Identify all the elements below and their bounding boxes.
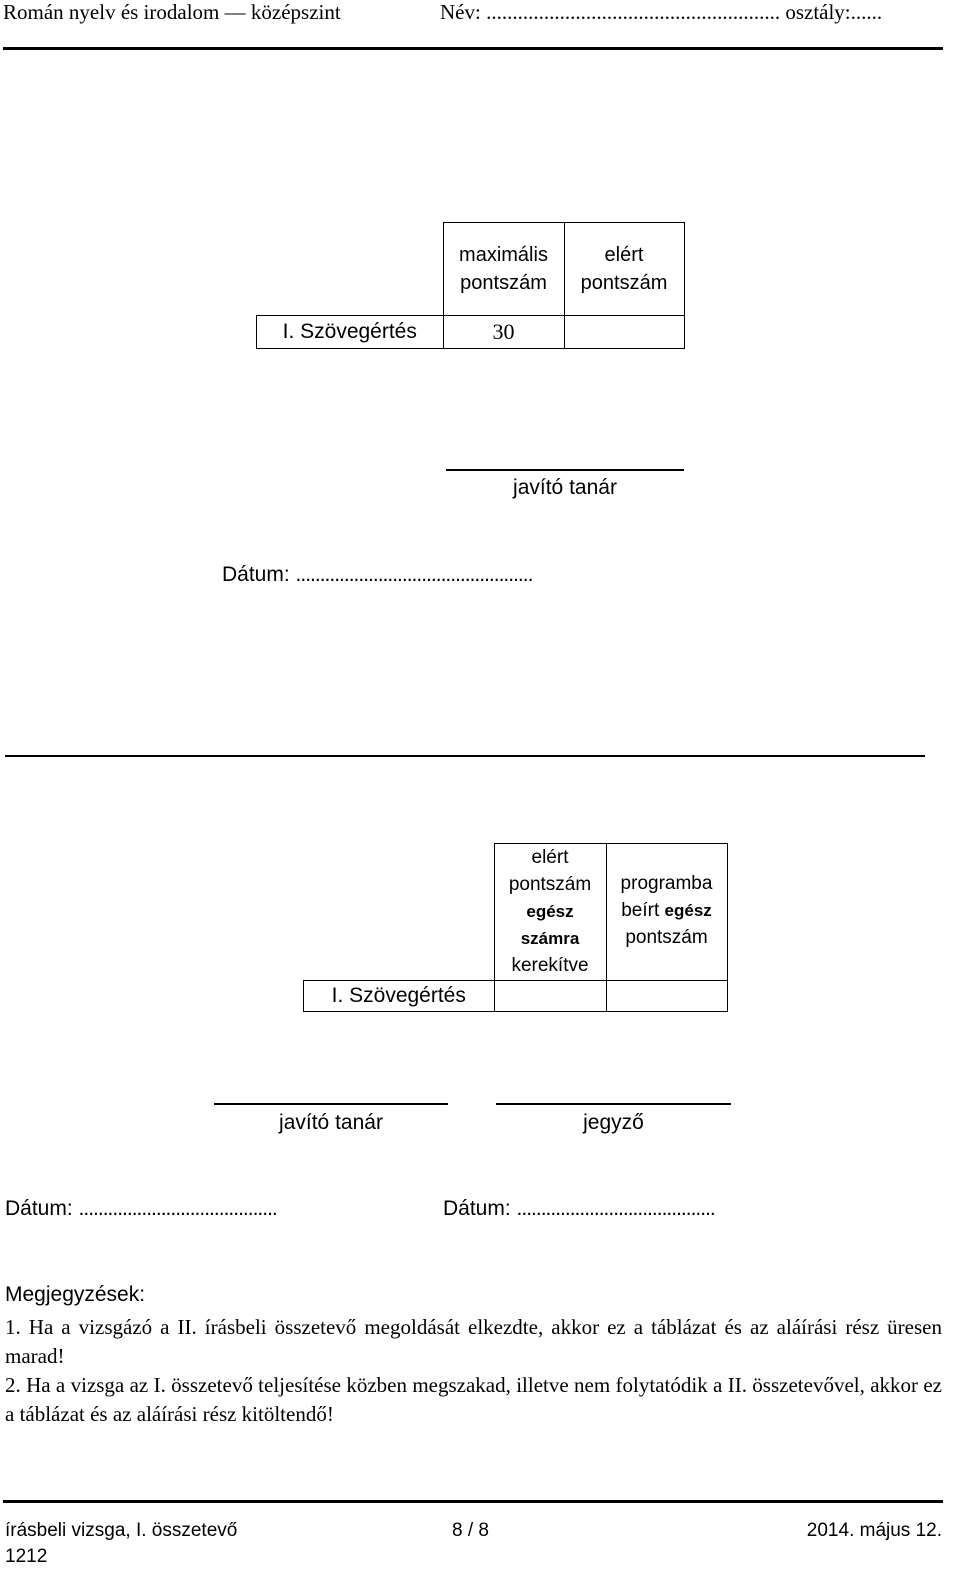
- header-subject: Román nyelv és irodalom — középszint: [3, 0, 341, 24]
- notes-title: Megjegyzések:: [5, 1283, 146, 1306]
- col-header-program: programba beírt egész pontszám: [606, 844, 727, 981]
- footer-page-number: 8 / 8: [452, 1520, 489, 1541]
- footer-rule: [3, 1500, 943, 1503]
- header-rule: [3, 47, 943, 50]
- program-score-cell[interactable]: [606, 980, 727, 1011]
- signature-line-teacher: [446, 469, 684, 471]
- note-item-2: 2. Ha a vizsga az I. összetevő teljesítése közben megszakad, illetve nem folytatódik a II. összetevővel, akkor ez a táblázat és az aláírási rész kitöltendő!: [5, 1373, 942, 1426]
- date-dots: .........................................: [78, 1197, 277, 1220]
- header-name-class: Név: ........................................................ osztály:......: [440, 0, 883, 24]
- notes-body: [5, 1313, 942, 1429]
- col-header-max: maximális pontszám: [443, 223, 564, 316]
- achieved-score-cell[interactable]: [564, 315, 684, 348]
- signature-line-teacher-2: [214, 1103, 448, 1105]
- footer-code: 1212: [5, 1546, 48, 1567]
- date-dots: .................................................: [295, 563, 533, 586]
- date-dots: .........................................: [516, 1197, 715, 1220]
- score-table-1: [256, 222, 685, 349]
- date-field-1[interactable]: [222, 563, 532, 587]
- footer-exam-part: írásbeli vizsga, I. összetevő: [5, 1520, 238, 1541]
- col-header-achieved: elért pontszám: [564, 223, 684, 316]
- rounded-score-cell[interactable]: [494, 980, 606, 1011]
- note-item-1: 1. Ha a vizsgázó a II. írásbeli összetevő megoldását elkezdte, akkor ez a táblázat és az aláírási rész üresen marad!: [5, 1315, 942, 1368]
- score-table-2: [303, 843, 728, 1012]
- signature-label-teacher: javító tanár: [513, 476, 617, 499]
- signature-label-teacher-2: javító tanár: [279, 1111, 383, 1134]
- date-label: Dátum:: [443, 1197, 511, 1220]
- footer-date: 2014. május 12.: [806, 1520, 942, 1541]
- date-field-3[interactable]: [443, 1197, 715, 1221]
- date-label: Dátum:: [5, 1197, 73, 1220]
- row-label: I. Szövegértés: [257, 315, 444, 348]
- date-label: Dátum:: [222, 563, 290, 586]
- col-header-rounded: elért pontszám egész számra kerekítve: [494, 844, 606, 981]
- signature-line-notary: [496, 1103, 731, 1105]
- date-field-2[interactable]: [5, 1197, 277, 1221]
- signature-label-notary: jegyző: [583, 1111, 644, 1134]
- section-separator: [5, 755, 925, 757]
- max-score-value: 30: [443, 315, 564, 348]
- row-label-2: I. Szövegértés: [304, 980, 495, 1011]
